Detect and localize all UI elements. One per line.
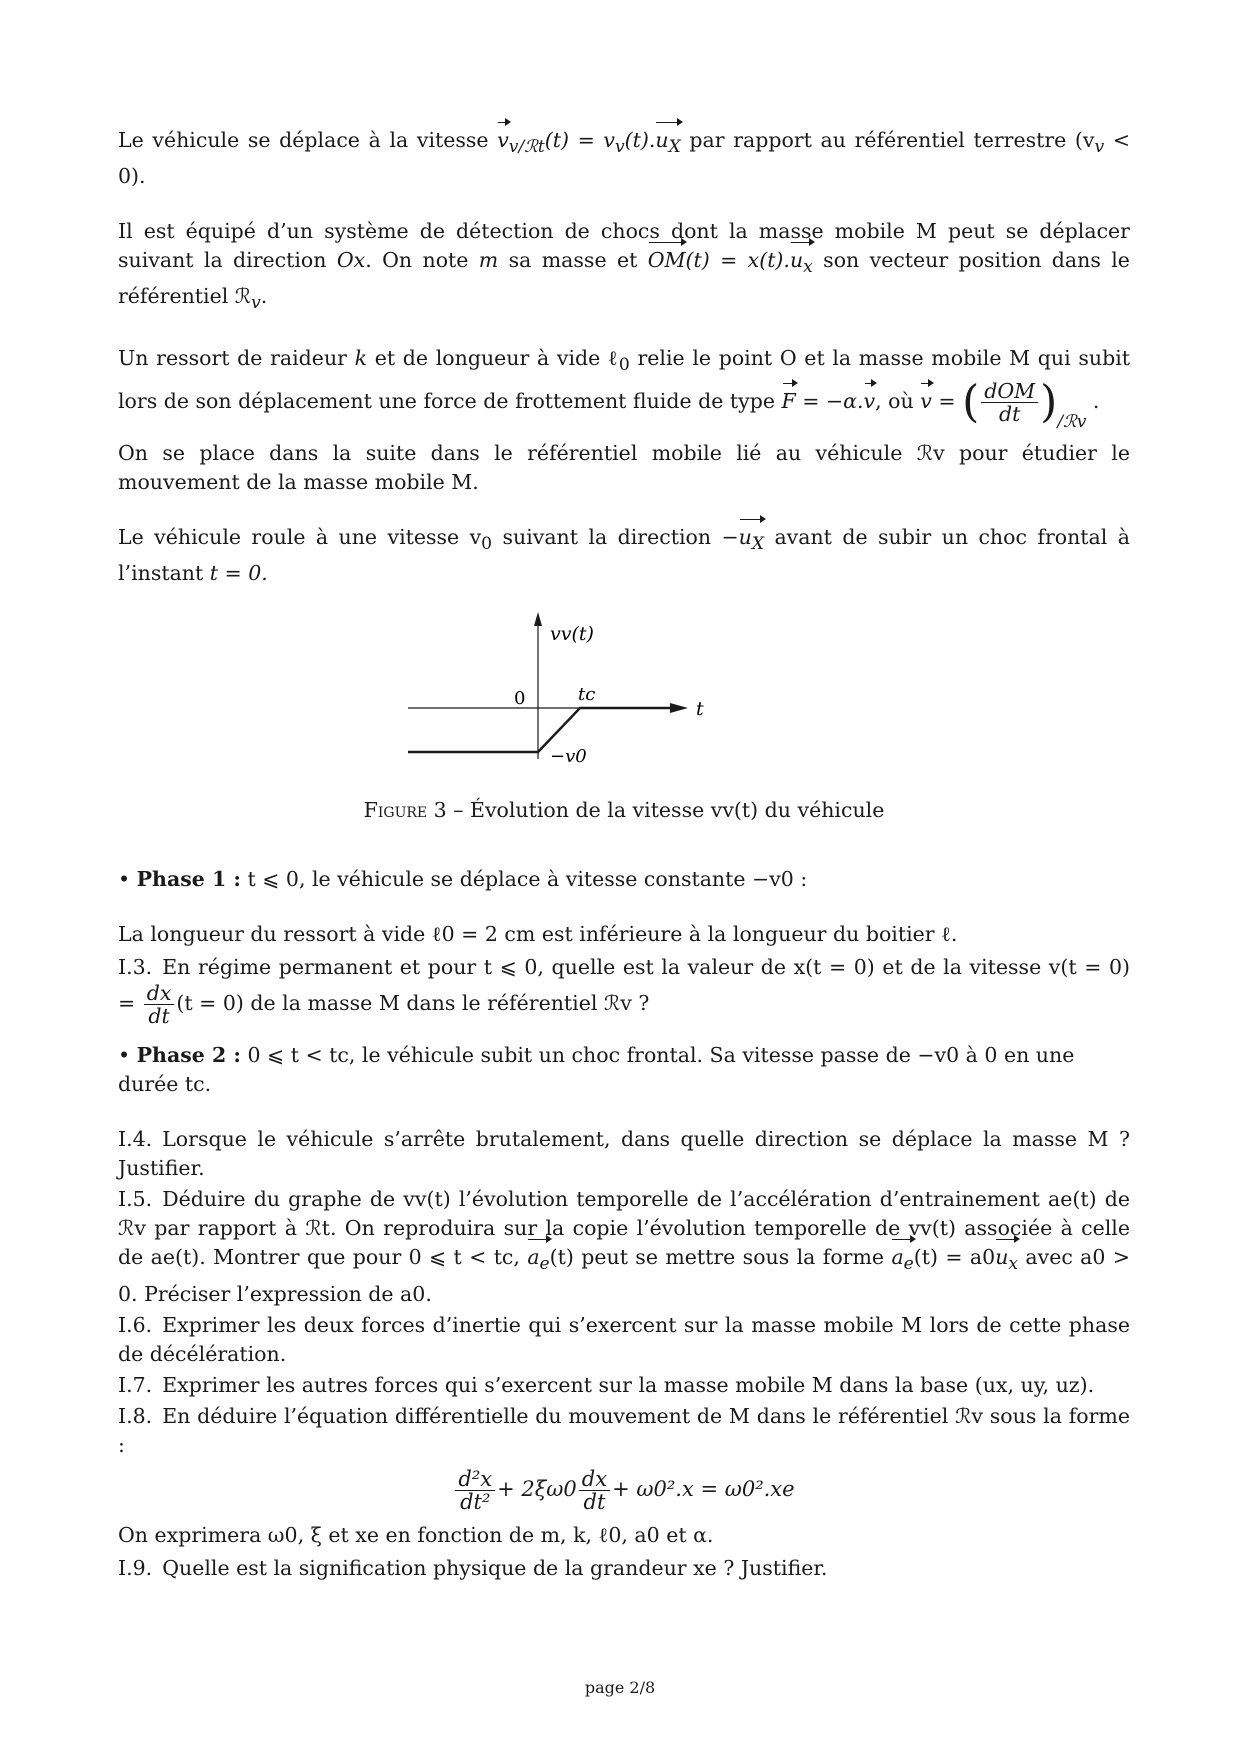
question-text: Déduire du graphe de vv(t) l’évolution temporelle de l’accélération d’entrainement ae(t) de ℛv par rapport à ℛt. On reproduira sur la copie l’évolution temporelle de vv(t) associée à celle de ae(t). Montrer que pour 0 ⩽ t < tc, — [118, 1187, 1130, 1270]
formula: (t). — [624, 128, 656, 152]
subscript: 0 — [618, 355, 630, 376]
question-I5 — [118, 1185, 1130, 1308]
question-I3 — [118, 953, 1130, 1027]
vector-v: v — [497, 126, 509, 155]
question-text: Quelle est la signification physique de la grandeur xe ? Justifier. — [162, 1555, 828, 1580]
x-axis-label: t — [696, 698, 704, 721]
phase-text: 0 ⩽ t < tc, le véhicule subit un choc frontal. Sa vitesse passe de −v0 à 0 en une durée tc. — [118, 1043, 1075, 1097]
text: Un ressort de raideur — [118, 346, 347, 371]
y-axis-label: vv(t) — [550, 623, 594, 646]
phase-label: Phase 2 : — [136, 1043, 241, 1068]
phase-text: t ⩽ 0, le véhicule se déplace à vitesse constante −v0 : — [247, 867, 808, 892]
question-text: (t) peut se mettre sous la forme — [549, 1245, 885, 1270]
question-text: Lorsque le véhicule s’arrête brutalement, dans quelle direction se déplace la masse M ? Justifier. — [118, 1127, 1130, 1181]
text: et de longueur à vide ℓ — [374, 346, 619, 371]
vector-uX: $u_X$ — [739, 523, 764, 559]
paragraph-vehicle-speed — [118, 126, 1130, 191]
subscript: v — [251, 293, 261, 314]
paragraph-mobile-frame: On se place dans la suite dans le référentiel mobile lié au véhicule ℛv pour étudier le mouvement de la masse mobile M. — [118, 441, 1130, 495]
question-text: (t = 0) de la masse M dans le référentiel ℛv ? — [176, 991, 650, 1016]
fraction-dOM-dt: $\frac{\text{dOM}}{dt}$ — [981, 380, 1038, 425]
question-number: I.7. — [118, 1372, 153, 1397]
formula: Ox — [336, 248, 366, 273]
caption-text: – Évolution de la vitesse vv(t) du véhicule — [453, 798, 885, 823]
vector-ae: $a_e$ — [891, 1243, 913, 1279]
vector-ux: $u_x$ — [790, 246, 813, 282]
text: Le véhicule roule à une vitesse v — [118, 525, 482, 550]
question-number: I.5. — [118, 1187, 153, 1212]
question-text: Exprimer les deux forces d’inertie qui s’exercent sur la masse mobile M lors de cette phase de décélération. — [118, 1312, 1130, 1366]
text: , où — [875, 389, 914, 414]
vector-ux: $u_x$ — [995, 1243, 1018, 1279]
formula: = −α. — [802, 389, 864, 414]
text: . On note — [365, 248, 469, 273]
subscript: v — [614, 137, 625, 158]
formula: m — [478, 248, 499, 273]
text: = — [938, 389, 956, 414]
phase-2-heading — [118, 1041, 1130, 1099]
subscript: v/ℛt — [508, 137, 545, 158]
text: suivant la direction − — [502, 525, 739, 550]
question-I8 — [118, 1402, 1130, 1460]
formula: (t) = a0 — [913, 1245, 996, 1270]
text: . — [1092, 389, 1100, 414]
text: Il est équipé d’un système de détection de chocs dont la masse mobile M peut se déplacer suivant la direction — [118, 219, 1130, 273]
vector-v: v — [920, 387, 932, 416]
question-I6 — [118, 1311, 1130, 1369]
paragraph-express: On exprimera ω0, ξ et xe en fonction de m, k, ℓ0, a0 et α. — [118, 1522, 714, 1547]
question-number: I.3. — [118, 955, 153, 980]
vector-v: v — [864, 387, 876, 416]
paragraph-detection-system — [118, 217, 1130, 318]
origin-label: 0 — [514, 688, 526, 710]
text: par rapport au référentiel terrestre (v — [689, 128, 1095, 152]
vector-ae: $a_e$ — [527, 1243, 549, 1279]
fraction-d2x-dt2: $\frac{\text{d²x}}{\text{dt²}}$ — [455, 1468, 495, 1513]
fraction-dx-dt: $\frac{dx}{dt}$ — [579, 1468, 610, 1513]
figure-caption — [118, 796, 1130, 825]
differential-equation — [118, 1468, 1130, 1513]
question-text: En régime permanent et pour t ⩽ 0, quelle est la valeur de x(t = 0) et de la vitesse v(t = 0) = — [118, 955, 1130, 1016]
question-I4 — [118, 1125, 1130, 1183]
vector-uX: $u_X$ — [655, 126, 680, 162]
y-axis-arrow-icon — [534, 612, 542, 626]
formula: + ω0².x = ω0².xe — [612, 1476, 795, 1501]
velocity-series-line — [408, 708, 674, 752]
question-number: I.6. — [118, 1312, 153, 1337]
paragraph-spring — [118, 344, 1130, 433]
question-number: I.9. — [118, 1555, 153, 1580]
text: relie le point O et la masse mobile M qui subit lors de son déplacement une force de frottement fluide de type — [118, 346, 1130, 414]
page-body — [118, 126, 1130, 1583]
tc-tick-label: tc — [578, 684, 596, 706]
question-text: En déduire l’équation différentielle du mouvement de M dans le référentiel ℛv sous la forme : — [118, 1403, 1130, 1457]
subscript: 0 — [481, 534, 493, 555]
vector-F: F — [782, 387, 796, 416]
formula: (t) = v — [544, 128, 615, 152]
fraction-dx-dt: $\frac{dx}{dt}$ — [144, 982, 175, 1027]
text: < 0). — [118, 128, 1130, 189]
text: Le véhicule se déplace à la vitesse — [118, 128, 489, 152]
question-text: Exprimer les autres forces qui s’exercent sur la masse mobile M dans la base (ux, uy, uz). — [162, 1372, 1095, 1397]
vector-OM: OM — [648, 246, 686, 275]
figure-velocity — [118, 602, 1130, 792]
text: avant de subir un choc frontal à l’instant — [118, 525, 1130, 586]
paragraph-spring-length: La longueur du ressort à vide ℓ0 = 2 cm est inférieure à la longueur du boitier ℓ. — [118, 922, 958, 947]
formula: k — [354, 346, 368, 371]
left-paren: ( — [962, 376, 980, 428]
question-text: avec a0 > 0. Préciser l’expression de a0. — [118, 1245, 1130, 1306]
formula: (t) = x(t). — [685, 248, 790, 273]
text: . — [260, 284, 268, 309]
bullet: • — [118, 867, 131, 892]
bullet: • — [118, 1043, 131, 1068]
question-I7 — [118, 1371, 1130, 1400]
question-number: I.8. — [118, 1403, 153, 1428]
text: son vecteur position dans le référentiel ℛ — [118, 248, 1130, 309]
minus-v0-label: −v0 — [550, 746, 587, 768]
question-I9 — [118, 1554, 1130, 1583]
subscript: /ℛv — [1057, 412, 1087, 433]
right-paren: ) — [1040, 376, 1058, 428]
question-number: I.4. — [118, 1127, 153, 1152]
page-number: page 2/8 — [584, 1678, 656, 1697]
phase-1-heading — [118, 865, 1130, 894]
velocity-graph — [118, 602, 1130, 792]
text: sa masse et — [508, 248, 638, 273]
phase-label: Phase 1 : — [136, 867, 241, 892]
formula: + 2ξω0 — [497, 1476, 577, 1501]
caption-prefix: Figure 3 — [363, 798, 447, 823]
subscript: v — [1094, 137, 1105, 158]
formula: t = 0. — [209, 561, 268, 586]
paragraph-frontal-shock — [118, 523, 1130, 588]
